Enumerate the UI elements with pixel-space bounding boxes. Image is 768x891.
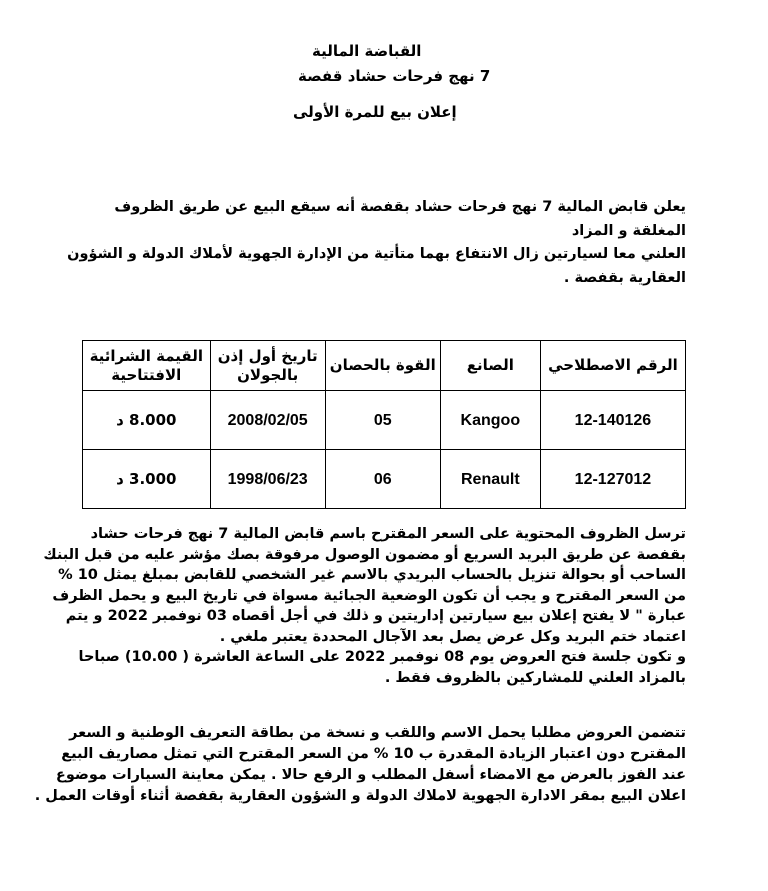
cell-price-text: 8.000 د bbox=[116, 411, 177, 429]
intro-line: العقارية بقفصة . bbox=[563, 269, 686, 286]
cell-ref-text: 12-127012 bbox=[574, 470, 652, 488]
submission-paragraph bbox=[43, 524, 686, 688]
cell-make bbox=[440, 391, 540, 450]
body-line: عند الفوز بالعرض مع الامضاء أسفل المطلب و الرفع حالا . يمكن معاينة السيارات موضوع bbox=[55, 767, 686, 783]
cell-ref bbox=[540, 391, 685, 450]
header-make: الصانع bbox=[440, 341, 540, 391]
cell-make-text: Kangoo bbox=[460, 411, 521, 429]
body-line: تتضمن العروض مطلبا يحمل الاسم واللقب و نسخة من بطاقة التعريف الوطنية و السعر bbox=[69, 725, 686, 741]
intro-paragraph bbox=[67, 196, 686, 290]
body-line: المقترح دون اعتبار الزيادة المقدرة ب 10 % من السعر المقترح التي تمثل مصاريف البيع bbox=[61, 746, 686, 762]
cell-price bbox=[83, 450, 211, 509]
cell-horsepower bbox=[325, 450, 440, 509]
header-horsepower: القوة بالحصان bbox=[325, 341, 440, 391]
cell-ref bbox=[540, 450, 685, 509]
body-line: من السعر المقترح و يجب أن تكون الوضعية الجبائية مسواة في تاريخ البيع و يحمل الظرف bbox=[52, 587, 686, 604]
notice-title: إعلان بيع للمرة الأولى bbox=[293, 103, 457, 121]
cell-make bbox=[440, 450, 540, 509]
conditions-paragraph bbox=[34, 723, 686, 807]
body-line: اعتماد ختم البريد وكل عرض يصل بعد الآجال المحددة يعتبر ملغي . bbox=[219, 628, 686, 645]
cell-hp-text: 06 bbox=[373, 470, 392, 488]
table-row bbox=[83, 391, 686, 450]
body-line: بالمزاد العلني للمشاركين بالظروف فقط . bbox=[384, 669, 686, 686]
cell-price bbox=[83, 391, 211, 450]
office-address: 7 نهج فرحات حشاد قفصة bbox=[298, 67, 491, 85]
body-line: اعلان البيع بمقر الادارة الجهوية لاملاك الدولة و الشؤون العقارية بقفصة أثناء أوقات العمل . bbox=[34, 788, 686, 804]
intro-line: يعلن قابض المالية 7 نهج فرحات حشاد بقفصة أنه سيقع البيع عن طريق الظروف bbox=[114, 199, 686, 215]
header-first-registration bbox=[210, 341, 325, 391]
header-price-line2: الافتتاحية bbox=[111, 365, 182, 384]
header-opening-price bbox=[83, 341, 211, 391]
body-line: عبارة " لا يفتح إعلان بيع سيارتين إداريتين و ذلك في أجل أقصاه 03 نوفمبر 2022 و يتم bbox=[65, 608, 686, 624]
cell-date bbox=[210, 450, 325, 509]
cell-price-text: 3.000 د bbox=[116, 470, 177, 488]
office-title: القباضة المالية bbox=[312, 42, 422, 60]
cell-date bbox=[210, 391, 325, 450]
cell-horsepower bbox=[325, 391, 440, 450]
body-line: و تكون جلسة فتح العروض يوم 08 نوفمبر 2022 على الساعة العاشرة ( 10.00) صباحا bbox=[78, 649, 686, 665]
header-date-line1: تاريخ أول إذن bbox=[217, 346, 318, 365]
intro-line: العلني معا لسيارتين زال الانتفاع بهما متأتية من الإدارة الجهوية لأملاك الدولة و الشؤون bbox=[67, 246, 686, 262]
table-header-row bbox=[83, 341, 686, 391]
body-line: ترسل الظروف المحتوية على السعر المقترح باسم قابض المالية 7 نهج فرحات حشاد bbox=[90, 526, 686, 542]
body-line: بقفصة عن طريق البريد السريع أو مضمون الوصول مرفوقة بصك مؤشر عليه من قبل البنك bbox=[43, 546, 686, 563]
intro-line: المغلقة و المزاد bbox=[571, 222, 686, 239]
header-price-line1: القيمة الشرائية bbox=[89, 346, 203, 365]
header-ref: الرقم الاصطلاحي bbox=[540, 341, 685, 391]
body-line: الساحب أو بحوالة تنزيل بالحساب البريدي بالاسم غير الشخصي للقابض بمبلغ يمثل 10 % bbox=[58, 567, 686, 583]
cell-date-text: 1998/06/23 bbox=[227, 470, 308, 488]
cell-date-text: 2008/02/05 bbox=[227, 411, 308, 429]
table-row bbox=[83, 450, 686, 509]
vehicles-table bbox=[82, 340, 686, 509]
cell-hp-text: 05 bbox=[373, 411, 392, 429]
header-date-line2: بالجولان bbox=[237, 365, 299, 384]
cell-make-text: Renault bbox=[460, 470, 520, 488]
cell-ref-text: 12-140126 bbox=[574, 411, 652, 429]
